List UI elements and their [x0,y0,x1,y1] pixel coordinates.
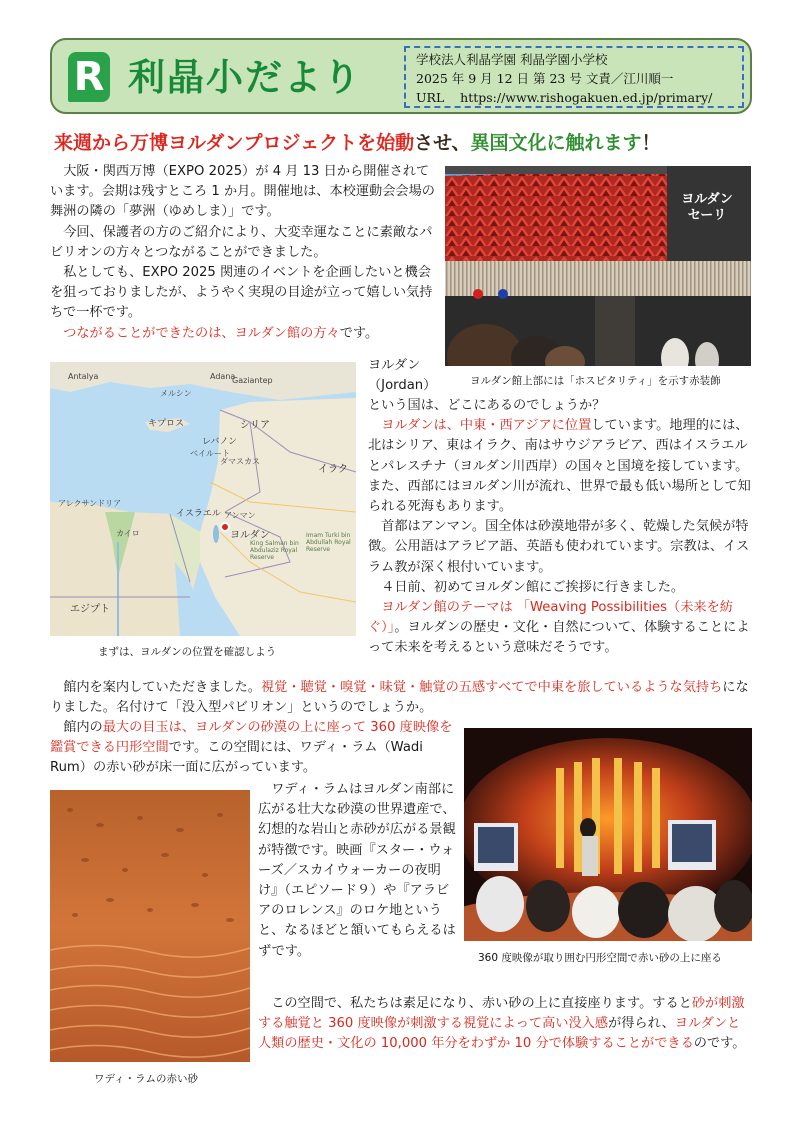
jordan-capital-p: 首都はアンマン。国全体は砂漠地帯が多く、乾燥した気候が特徴。公用語はアラビア語、英語も使われています。宗教は、イスラム教が深く根付いています。 [368,519,750,575]
theater-photo [464,728,752,941]
jordan-theme-rest: 。ヨルダンの歴史・文化・自然について、体験することによって未来を考えるという意味だそうです。 [368,620,750,656]
closing-p [258,994,752,1055]
intro-p4 [50,324,440,344]
tour-p2-start: 館内の [63,720,103,735]
wadi-text: ワディ・ラムはヨルダン南部に広がる壮大な砂漠の世界遺産で、幻想的な岩山と赤砂が広がる景観が特徴です。映画『スター・ウォーズ／スカイウォーカーの夜明け』（エピソード９）や『アラビアのロレンス』のロケ地というと、なるほどと頷いてもらえるはずです。 [258,782,456,959]
jordan-heading-block [368,356,458,396]
logo-letter: R [73,54,105,100]
url-label: URL [416,90,445,105]
map-label-mersin: メルシン [160,389,192,398]
tour-p1-end: になりました。名付けて「没入型パビリオン」というのでしょうか。 [50,680,749,716]
theater-caption: 360 度映像が取り囲む円形空間で赤い砂の上に座る [478,952,722,964]
tour-p2 [50,718,460,779]
closing-red2: ヨルダンと人類の歴史・文化の 10,000 年分をわずか 10 分で体験することができる [258,1016,741,1052]
sand-image [50,790,250,1062]
tour-p2-red: 最大の目玉は、ヨルダンの砂漠の上に座って 360 度映像を鑑賞できる円形空間 [50,720,453,756]
newsletter-header [50,38,752,114]
intro-section [50,162,440,344]
closing-red1: 砂が刺激する触覚と 360 度映像が刺激する視覚によって高い没入感 [258,996,745,1032]
newsletter-title: 利晶小だより [128,56,362,99]
map-label-damascus: ダマスカス [220,457,260,466]
map-label-alexandria: アレクサンドリア [58,499,122,508]
school-name: 学校法人利晶学園 利晶学園小学校 [416,52,608,67]
tour-section-2 [50,718,460,779]
tour-section [50,678,752,718]
sand-photo [50,790,250,1062]
pavilion-sign-line1: ヨルダン [681,192,733,207]
headline-part1: 来週から [54,132,131,154]
map-label-cairo: カイロ [116,529,140,538]
map-label-israel: イスラエル [176,509,221,519]
map-label-reserve2: Imam Turki bin Abdullah Royal Reserve [306,532,351,553]
map-caption: まずは、ヨルダンの位置を確認しよう [98,646,277,658]
map-label-egypt: エジプト [70,604,110,615]
intro-p1: 大阪・関西万博（EXPO 2025）が 4 月 13 日から開催されています。会期は残すところ 1 か月。開催地は、本校運動会会場の舞洲の隣の「夢洲（ゆめしま）」です。 [50,164,435,220]
intro-p3: 私としても、EXPO 2025 関連のイベントを企画したいと機会を狙っておりましたが、ようやく実現の目途が立って嬉しい気持ちで一杯です。 [50,265,433,321]
map-pin-icon [220,522,230,532]
url-line [416,88,732,107]
tour-p2-end: です。この空間には、ワディ・ラム（Wadi Rum）の赤い砂が床一面に広がっています。 [50,740,423,776]
intro-p4-end: です。 [339,325,379,341]
tour-p1 [50,678,752,718]
wadi-section [258,780,460,962]
tour-p1-start: 館内を案内していただきました。 [63,680,261,695]
closing-end: のです。 [693,1036,746,1052]
map-label-iraq: イラク [318,464,348,475]
closing-section [258,994,752,1055]
pavilion-caption: ヨルダン館上部には「ホスピタリティ」を示す赤装飾 [470,375,721,387]
headline-part4: 異国文化に触れます [470,132,642,154]
school-logo [68,52,110,102]
jordan-question: という国は、どこにあるのでしょうか？ [368,398,606,413]
intro-p4-red: つながることができたのは、ヨルダン館の方々 [63,325,340,341]
headline-part2: 万博ヨルダンプロジェクトを始動 [130,132,415,154]
sand-caption: ワディ・ラムの赤い砂 [94,1073,199,1085]
jordan-section [368,396,752,659]
jordan-location-red: ヨルダンは、中東・西アジアに位置 [381,418,592,434]
jordan-theme-p [368,598,752,659]
intro-p2: 今回、保護者の方のご紹介により、大変幸運なことに素敵なパビリオンの方々とつながることができました。 [50,224,433,260]
jordan-line2: （Jordan） [368,378,437,394]
headline-part5: ！ [641,132,661,154]
map-label-gaziantep: Gaziantep [232,376,273,385]
map-label-antalya: Antalya [68,372,99,381]
tour-p1-red: 視覚・聴覚・嗅覚・味覚・触覚の五感すべてで中東を旅しているような気持ち [261,680,723,695]
pavilion-sign-line2: セーリ [687,208,727,223]
issue-line: 2025 年 9 月 12 日 第 23 号 文責／江川順一 [416,71,674,86]
school-url-link[interactable]: https://www.rishogakuen.ed.jp/primary/ [460,90,713,105]
map-label-cyprus: キプロス [148,419,185,429]
map-label-reserve1: King Salman bin Abdulaziz Royal Reserve [250,540,299,561]
closing-mid: が得られ、 [608,1016,675,1032]
pavilion-sign [677,192,737,224]
map-image [50,362,356,636]
jordan-visit-p: ４日前、初めてヨルダン館にご挨拶に行きました。 [381,579,685,595]
map-label-adana: Adana [210,372,236,381]
jordan-line1: ヨルダン [368,358,421,373]
pavilion-photo [445,166,751,366]
jordan-theme-red: ヨルダン館のテーマは 「Weaving Possibilities（未来を紡ぐ）」 [368,600,733,636]
closing-start: この空間で、私たちは素足になり、赤い砂の上に直接座ります。すると [271,996,692,1011]
headline [54,130,774,156]
map-label-jordan: ヨルダン [230,530,270,541]
jordan-location-rest: しています。地理的には、北はシリア、東はイラク、南はサウジアラビア、西はイスラエルとパレスチナ（ヨルダン川西岸）の国々と国境を接しています。また、西部にはヨルダン川が流れ、世界で最も低い場所として知られる死海もあります。 [368,418,751,515]
map-label-syria: シリア [240,420,270,431]
headline-part3: させ、 [414,132,471,154]
jordan-location-p [368,416,752,517]
issue-info-box [404,46,744,108]
map-label-beirut: ベイルート [190,449,230,458]
theater-image [464,728,752,941]
map-label-amman: アンマン [224,511,256,520]
map-label-lebanon: レバノン [202,437,238,447]
